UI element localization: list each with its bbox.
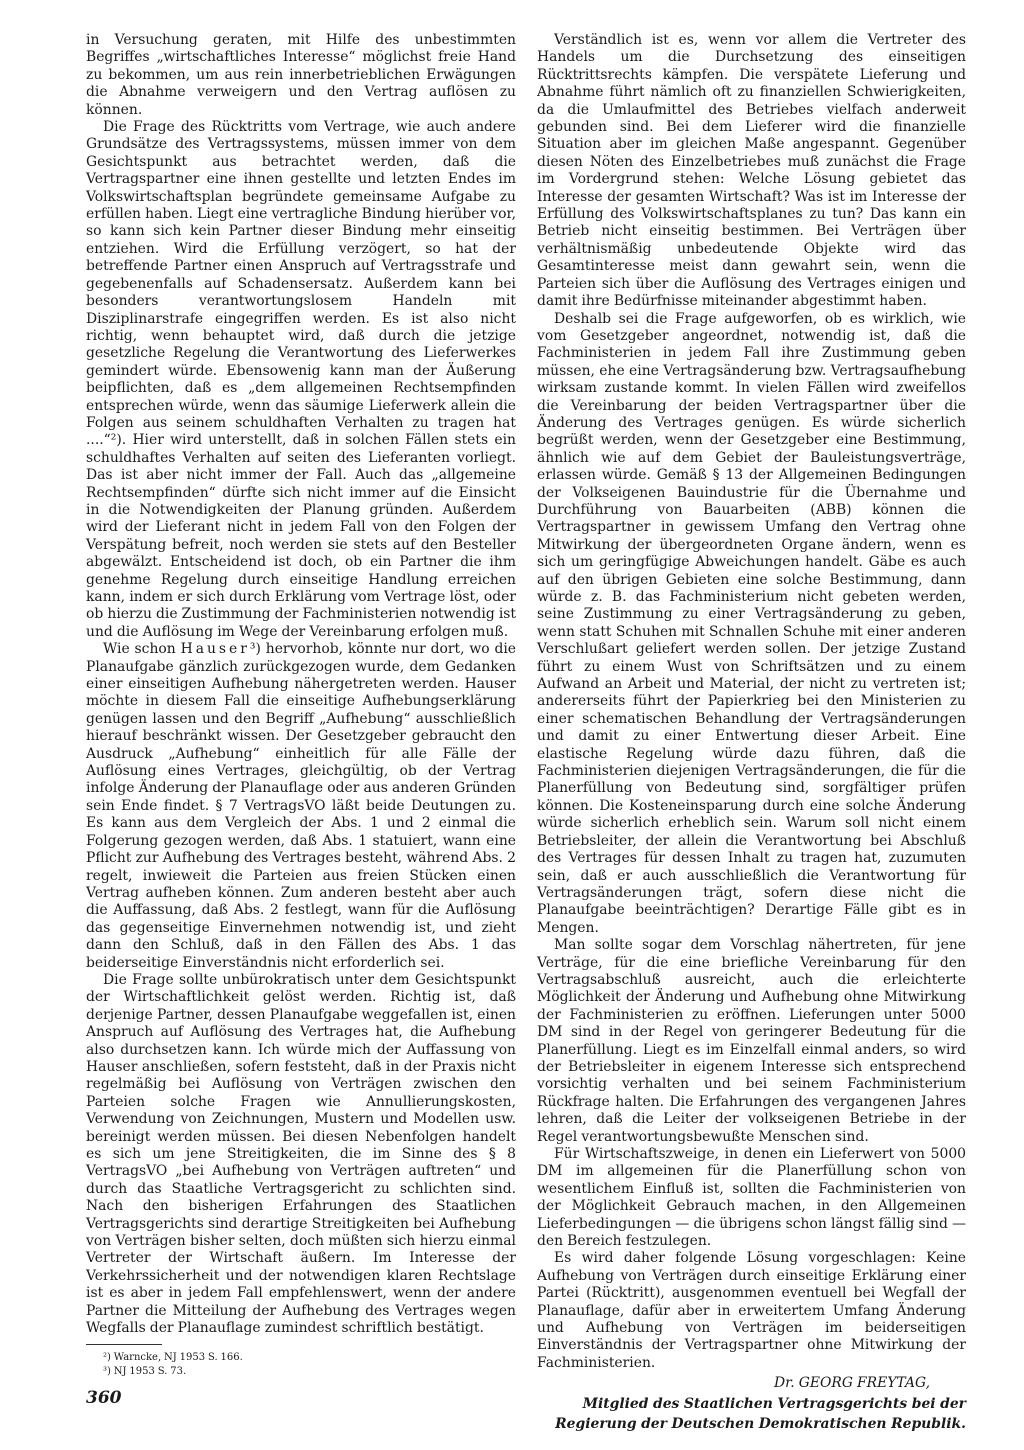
paragraph: Man sollte sogar dem Vorschlag nähertreten, für jene Verträge, für die eine briefliche Vereinbarung für den Vertragsabschluß ausreicht, auch die erleichterte Möglichkeit der Änderung und Aufhebung ohne Mitwirkung der Fachministerien zu eröffnen. Lieferungen unter 5000 DM sind in der Regel von geringerer Bedeutung für die Planerfüllung. Liegt es im Einzelfall einmal anders, so wird der Betriebsleiter in eigenem Interesse sich entsprechend vorsichtig verhalten und bei seinem Fachministerium Rückfrage halten. Die Erfahrungen des vergangenen Jahres lehren, daß die Leiter der volkseigenen Betriebe in der Regel verantwortungsbewußte Menschen sind. <box>537 937 966 1145</box>
paragraph-text: Wie schon <box>103 641 181 658</box>
right-column <box>537 32 966 1434</box>
paragraph: Deshalb sei die Frage aufgeworfen, ob es wirklich, wie vom Gesetzgeber angeordnet, notwendig ist, daß die Fachministerien in jedem Fall ihre Zustimmung geben müssen, ehe eine Vertragsänderung bzw. Vertragsaufhebung wirksam zustande kommt. In vielen Fällen wird zweifellos die Vereinbarung der beiden Vertragspartner über die Änderung des Vertrages genügen. Es würde sicherlich begrüßt werden, wenn der Gesetzgeber eine Bestimmung, ähnlich wie auf dem Gebiet der Bauleistungsverträge, erlassen würde. Gemäß § 13 der Allgemeinen Bedingungen der Volkseigenen Bauindustrie für die Übernahme und Durchführung von Bauarbeiten (ABB) können die Vertragspartner in gewissem Umfang den Vertrag ohne Mitwirkung der übergeordneten Organe ändern, wenn es sich um geringfügige Abweichungen handelt. Gäbe es auch auf den übrigen Gebieten eine solche Bestimmung, dann würde z. B. das Fachministerium nicht gebeten werden, seine Zustimmung zu einer Vertragsänderung zu geben, wenn statt Schuhen mit Schnallen Schuhe mit einer anderen Verschlußart geliefert werden sollen. Der jetzige Zustand führt zu einem Wust von Schriftsätzen und zu einem Aufwand an Arbeit und Material, der nicht zu vertreten ist; andererseits führt der Papierkrieg bei den Ministerien zu einer schematischen Behandlung der Vertragsänderungen und damit zu einer Entwertung dieser Arbeit. Eine elastische Regelung würde dazu führen, daß die Fachministerien diejenigen Vertragsänderungen, die für die Planerfüllung von Bedeutung sind, sorgfältiger prüfen können. Die Kosteneinsparung durch eine solche Änderung würde sicherlich erheblich sein. Warum soll nicht einem Betriebsleiter, der allein die Verantwortung bei Abschluß des Vertrages für dessen Inhalt zu tragen hat, zuzumuten sein, daß er auch ausschließlich die Verantwortung für Vertragsänderungen trägt, sofern diese nicht die Planaufgabe beeinträchtigen? Derartige Fälle gibt es in Mengen. <box>537 310 966 936</box>
paragraph: Die Frage sollte unbürokratisch unter dem Gesichtspunkt der Wirtschaftlichkeit gelöst werden. Richtig ist, daß derjenige Partner, dessen Planaufgabe weggefallen ist, einen Anspruch auf Auflösung des Vertrages hat, die Aufhebung also durchsetzen kann. Ich würde mich der Auffassung von Hauser anschließen, sofern feststeht, daß in der Praxis nicht regelmäßig bei Auflösung von Verträgen zwischen den Parteien solche Fragen wie Annullierungskosten, Verwendung von Zeichnungen, Mustern und Modellen usw. bereinigt werden müssen. Bei diesen Nebenfolgen handelt es sich um jene Streitigkeiten, die im Sinne des § 8 VertragsVO „bei Aufhebung von Verträgen auftreten“ und durch das Staatliche Vertragsgericht zu schlichten sind. Nach den bisherigen Erfahrungen des Staatlichen Vertragsgerichts sind derartige Streitigkeiten bei Aufhebung von Verträgen bisher selten, doch müßten sich hierzu einmal Vertreter der Wirtschaft äußern. Im Interesse der Verkehrssicherheit und der notwendigen klaren Rechtslage ist es aber in jedem Fall empfehlenswert, wenn der andere Partner die Mitteilung der Aufhebung des Vertrages wegen Wegfalls der Planauflage zumindest schriftlich bestätigt. <box>86 971 516 1337</box>
paragraph-text: ³) hervorhob, könnte nur dort, wo die Planaufgabe gänzlich zurückgezogen wurde, dem Gedanken einer einseitigen Aufhebung nähergetreten werden. Hauser möchte in diesem Fall die einseitige Aufhebungserklärung genügen lassen und den Begriff „Aufhebung“ ausschließlich hierauf beschränkt wissen. Der Gesetzgeber gebraucht den Ausdruck „Aufhebung“ einheitlich für alle Fälle der Auflösung eines Vertrages, gleichgültig, ob der Vertrag infolge Änderung der Planauflage oder aus anderen Gründen sein Ende findet. § 7 VertragsVO läßt beide Deutungen zu. Es kann aus dem Vergleich der Abs. 1 und 2 einmal die Folgerung gezogen werden, daß Abs. 1 statuiert, wann eine Pflicht zur Aufhebung des Vertrages besteht, während Abs. 2 regelt, inwieweit die Parteien aus freien Stücken einen Vertrag aufheben können. Zum anderen besteht aber auch die Auffassung, daß Abs. 2 festlegt, wann für die Auflösung das gegenseitige Einvernehmen notwendig ist, und zieht dann den Schluß, daß in den Fällen des Abs. 1 das beiderseitige Einverständnis nicht erforderlich sei. <box>86 641 517 971</box>
paragraph: Für Wirtschaftszweige, in denen ein Lieferwert von 5000 DM im allgemeinen für die Planerfüllung schon von wesentlichem Einfluß ist, sollten die Fachministerien von der Möglichkeit Gebrauch machen, in den Allgemeinen Lieferbedingungen — die übrigens schon längst fällig sind — den Bereich festzulegen. <box>537 1146 966 1250</box>
paragraph: Es wird daher folgende Lösung vorgeschlagen: Keine Aufhebung von Verträgen durch einseitige Erklärung einer Partei (Rücktritt), ausgenommen eventuell bei Wegfall der Planauflage, dafür aber in erweitertem Umfang Änderung und Aufhebung von Verträgen im beiderseitigen Einverständnis der Vertragspartner ohne Mitwirkung der Fachministerien. <box>537 1250 966 1371</box>
author-affiliation: Mitglied des Staatlichen Vertragsgerichts bei der <box>582 1395 966 1412</box>
author-signature: Dr. GEORG FREYTAG, <box>773 1375 930 1392</box>
footnote-divider <box>86 1344 162 1345</box>
cited-author-name: Hauser <box>180 641 250 658</box>
paragraph <box>86 641 516 972</box>
page-number: 360 <box>86 1388 122 1408</box>
paragraph: Die Frage des Rücktritts vom Vertrage, wie auch andere Grundsätze des Vertragssystems, müssen immer von dem Gesichtspunkt aus betrachtet werden, daß die Vertragspartner eine ihnen gestellte und letzten Endes im Volkswirtschaftsplan begründete gemeinsame Aufgabe zu erfüllen haben. Liegt eine vertragliche Bindung hierüber vor, so kann sich kein Partner dieser Bindung mehr einseitig entziehen. Wird die Erfüllung verzögert, so hat der betreffende Partner einen Anspruch auf Vertragsstrafe und gegebenenfalls auf Schadensersatz. Außerdem kann bei besonders verantwortungslosem Handeln mit Disziplinarstrafe eingegriffen werden. Es ist also nicht richtig, wenn behauptet wird, daß durch die jetzige gesetzliche Regelung die Verantwortung des Lieferwerkes gemindert würde. Ebensowenig kann man der Äußerung beipflichten, daß es „dem allgemeinen Rechtsempfinden entsprechen würde, wenn das säumige Lieferwerk allein die Folgen aus seinem schuldhaften Verhalten zu tragen hat ....“²). Hier wird unterstellt, daß in solchen Fällen stets ein schuldhaftes Verhalten auf seiten des Lieferanten vorliegt. Das ist aber nicht immer der Fall. Auch das „allgemeine Rechtsempfinden“ dürfte sich nicht immer auf die Einsicht in die Notwendigkeiten der Planung gründen. Außerdem wird der Lieferant nicht in jedem Fall von den Folgen der Verspätung befreit, noch werden sie stets auf den Besteller abgewälzt. Entscheidend ist doch, ob ein Partner die ihm genehme Regelung durch einseitige Handlung erreichen kann, indem er sich durch Erklärung vom Vertrage löst, oder ob hierzu die Zustimmung der Fachministerien notwendig ist und die Auflösung im Wege der Vereinbarung erfolgen muß. <box>86 119 516 640</box>
footnote: ³) NJ 1953 S. 73. <box>103 1366 187 1378</box>
paragraph: Verständlich ist es, wenn vor allem die Vertreter des Handels um die Durchsetzung des einseitigen Rücktrittsrechts kämpfen. Die verspätete Lieferung und Abnahme führt nämlich oft zu finanziellen Schwierigkeiten, da die Umlaufmittel des Betriebes vielfach anderweit gebunden sind. Bei dem Lieferer wird die finanzielle Situation aber im gleichen Maße angespannt. Gegenüber diesen Nöten des Einzelbetriebes muß zunächst die Frage im Vordergrund stehen: Welche Lösung gebietet das Interesse der gesamten Wirtschaft? Was ist im Interesse der Erfüllung des Volkswirtschaftsplanes zu tun? Das kann ein Betrieb nicht einseitig bestimmen. Bei Verträgen über verhältnismäßig unbedeutende Objekte wird das Gesamtinteresse meist dann gewahrt sein, wenn die Parteien sich über die Auflösung des Vertrages einigen und damit ihre Bedürfnisse miteinander abgestimmt haben. <box>537 32 966 310</box>
paragraph: in Versuchung geraten, mit Hilfe des unbestimmten Begriffes „wirtschaftliches Interesse“ möglichst freie Hand zu bekommen, um aus rein innerbetrieblichen Erwägungen die Abnahme verweigern und den Vertrag auflösen zu können. <box>86 32 516 118</box>
author-affiliation: Regierung der Deutschen Demokratischen Republik. <box>555 1416 966 1433</box>
footnote: ²) Warncke, NJ 1953 S. 166. <box>103 1352 243 1364</box>
left-column <box>86 32 516 1379</box>
